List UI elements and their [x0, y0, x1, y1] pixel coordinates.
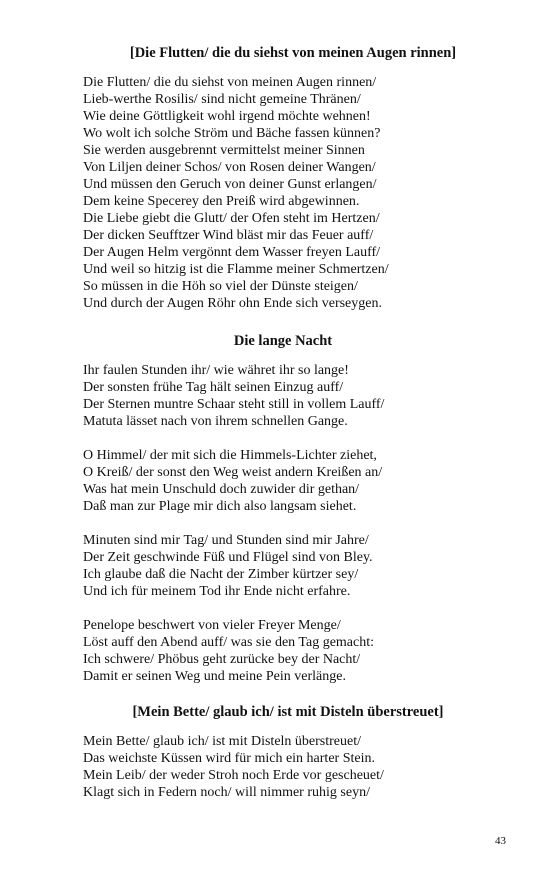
verse-line: Ich glaube daß die Nacht der Zimber kürtzer sey/	[83, 567, 359, 582]
verse-line: Wie deine Göttligkeit wohl irgend möchte wehnen!	[83, 109, 371, 124]
verse-line: Der dicken Seufftzer Wind bläst mir das Feuer auff/	[83, 228, 374, 243]
stanza	[83, 362, 483, 430]
verse-line: Dem keine Specerey den Preiß wird abgewinnen.	[83, 194, 360, 209]
verse-line: Und ich für meinem Tod ihr Ende nicht erfahre.	[83, 584, 351, 599]
verse-line: Und müssen den Geruch von deiner Gunst erlangen/	[83, 177, 377, 192]
verse-line: Daß man zur Plage mir dich also langsam siehet.	[83, 499, 357, 514]
verse-line: Der Sternen muntre Schaar steht still in vollem Lauff/	[83, 397, 385, 412]
verse-line: Penelope beschwert von vieler Freyer Menge/	[83, 618, 341, 633]
verse-line: Der Zeit geschwinde Füß und Flügel sind von Bley.	[83, 550, 373, 565]
verse-line: O Himmel/ der mit sich die Himmels-Lichter ziehet,	[83, 448, 377, 463]
verse-line: Die Liebe giebt die Glutt/ der Ofen steht im Hertzen/	[83, 211, 380, 226]
verse-line: Löst auff den Abend auff/ was sie den Tag gemacht:	[83, 635, 374, 650]
stanza	[83, 532, 483, 600]
verse-line: Was hat mein Unschuld doch zuwider dir gethan/	[83, 482, 360, 497]
verse-line: Der sonsten frühe Tag hält seinen Einzug auff/	[83, 380, 344, 395]
verse-line: Matuta lässet nach von ihrem schnellen Gange.	[83, 414, 348, 429]
verse-line: Ich schwere/ Phöbus geht zurücke bey der Nacht/	[83, 652, 361, 667]
verse-line: O Kreiß/ der sonst den Weg weist andern Kreißen an/	[83, 465, 383, 480]
verse-line: Der Augen Helm vergönnt dem Wasser freyen Lauff/	[83, 245, 381, 260]
verse-line: Und durch der Augen Röhr ohn Ende sich verseygen.	[83, 296, 382, 311]
verse-line: Die Flutten/ die du siehst von meinen Augen rinnen/	[83, 75, 377, 90]
stanza	[83, 733, 483, 801]
poem-mein-bette	[83, 703, 483, 801]
poem-title: [Mein Bette/ glaub ich/ ist mit Disteln überstreuet]	[132, 704, 444, 720]
verse-line: Sie werden ausgebrennt vermittelst meiner Sinnen	[83, 143, 365, 158]
stanza	[83, 447, 483, 515]
verse-line: Lieb-werthe Rosilis/ sind nicht gemeine Thränen/	[83, 92, 361, 107]
verse-line: Von Liljen deiner Schos/ von Rosen deiner Wangen/	[83, 160, 376, 175]
verse-line: Klagt sich in Federn noch/ will nimmer ruhig seyn/	[83, 785, 370, 800]
poem-flutten	[83, 44, 483, 312]
verse-line: Das weichste Küssen wird für mich ein harter Stein.	[83, 751, 375, 766]
poem-title: [Die Flutten/ die du siehst von meinen Augen rinnen]	[129, 45, 457, 61]
verse-line: Wo wolt ich solche Ström und Bäche fassen künnen?	[83, 126, 381, 141]
verse-line: So müssen in die Höh so viel der Dünste steigen/	[83, 279, 358, 294]
verse-line: Mein Leib/ der weder Stroh noch Erde vor gescheuet/	[83, 768, 384, 783]
stanza	[83, 74, 483, 312]
page-number: 43	[495, 835, 506, 847]
poem-lange-nacht	[83, 332, 483, 685]
stanza	[83, 617, 483, 685]
verse-line: Ihr faulen Stunden ihr/ wie währet ihr so lange!	[83, 363, 349, 378]
verse-line: Mein Bette/ glaub ich/ ist mit Disteln überstreuet/	[83, 734, 362, 749]
verse-line: Minuten sind mir Tag/ und Stunden sind mir Jahre/	[83, 533, 369, 548]
poem-title: Die lange Nacht	[233, 333, 333, 349]
verse-line: Und weil so hitzig ist die Flamme meiner Schmertzen/	[83, 262, 389, 277]
verse-line: Damit er seinen Weg und meine Pein verlänge.	[83, 669, 346, 684]
